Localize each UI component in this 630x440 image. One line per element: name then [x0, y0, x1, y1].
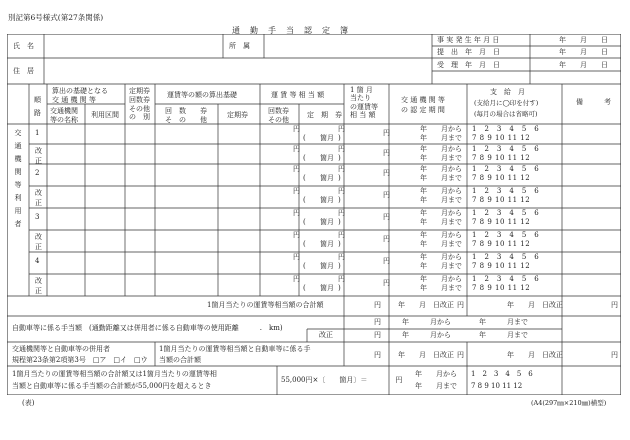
route-3-paren-open-2: (: [303, 240, 306, 248]
route-4-monthly-yen-2: 円: [383, 279, 390, 287]
route-revised-4: 改 正: [35, 277, 42, 295]
route-1-pass-yen-2: 円: [338, 145, 345, 153]
route-2-months-2: 箇月: [320, 196, 334, 204]
route-3-months-row2-1[interactable]: 7 8 9 10 11 12: [472, 218, 531, 226]
route-2-months-row2-2[interactable]: 7 8 9 10 11 12: [472, 196, 531, 204]
route-1-months-row1-2[interactable]: 1 2 3 4 5 6: [472, 145, 540, 153]
route-4-months-row1-2[interactable]: 1 2 3 4 5 6: [472, 275, 540, 283]
route-4-paren-open-2: (: [303, 284, 306, 292]
route-4-months-1: 箇月: [320, 262, 334, 270]
car-period-4[interactable]: 年 月まで: [479, 331, 528, 339]
route-2-paren-open-2: (: [303, 196, 306, 204]
form-sheet: [7, 34, 621, 395]
route-1-period-from-1[interactable]: 年 月から: [420, 125, 462, 133]
route-3-period-from-1[interactable]: 年 月から: [420, 209, 462, 217]
route-4-pass-yen-2: 円: [338, 275, 345, 283]
receipt-date-value[interactable]: 年 月 日: [559, 61, 608, 69]
affiliation-field[interactable]: [265, 35, 431, 57]
route-2-monthly-yen-2: 円: [383, 191, 390, 199]
route-3-period-to-2[interactable]: 年 月まで: [420, 240, 462, 248]
route-3-months-row2-2[interactable]: 7 8 9 10 11 12: [472, 240, 531, 248]
cap-label-1: 1箇月当たりの運賃等相当額の合計額又は1箇月当たりの運賃等相: [12, 370, 217, 378]
footer-right: (A4(297㎜×210㎜)横型): [531, 399, 607, 407]
route-1-fare-yen-2: 円: [293, 145, 300, 153]
route-1-months-row1-1[interactable]: 1 2 3 4 5 6: [472, 125, 540, 133]
event-date-label: 事 実 発 生 年 月 日: [437, 36, 500, 44]
submit-date-value[interactable]: 年 月 日: [559, 48, 608, 56]
col-fare-equivalent: 運 賃 等 相 当 額: [271, 91, 325, 99]
route-1-paren-open-1: (: [303, 134, 306, 142]
route-1-months-row2-2[interactable]: 7 8 9 10 11 12: [472, 154, 531, 162]
route-2-period-from-1[interactable]: 年 月から: [420, 165, 462, 173]
cap-period-from[interactable]: 年 月から: [415, 370, 457, 378]
cap-period-to[interactable]: 年 月まで: [415, 382, 457, 390]
address-label: 住 居: [13, 67, 34, 75]
route-4-period-from-1[interactable]: 年 月から: [420, 253, 462, 261]
car-yen-2: 円: [374, 331, 381, 339]
combined-yen: 円: [374, 351, 381, 359]
route-revised-3: 改 正: [35, 233, 42, 251]
col-approval-date: 交 通 機 関 等 の 認 定 期 間: [401, 96, 445, 114]
car-allowance-label: 自動車等に係る手当額 (通勤距離又は併用者に係る自動車等の使用距離 . km): [12, 324, 283, 332]
route-4-period-to-1[interactable]: 年 月まで: [420, 262, 462, 270]
route-2-fare-yen-1: 円: [293, 165, 300, 173]
col-order: 順 路: [34, 96, 41, 118]
route-1-pass-yen-1: 円: [338, 125, 345, 133]
route-1-period-from-2[interactable]: 年 月から: [420, 145, 462, 153]
col-calc-basis-section: 利用区間: [91, 111, 119, 119]
route-4-paren-open-1: (: [303, 262, 306, 270]
route-2-paren-close-2: ): [338, 196, 341, 204]
car-period-3[interactable]: 年 月から: [402, 331, 451, 339]
col-fare-eq-ticket: 回数券 その他: [268, 107, 289, 125]
col-payment-month-note2: (毎月の場合は省略可): [474, 110, 538, 118]
route-1-paren-close-2: ): [338, 154, 341, 162]
cap-months-row-2[interactable]: 7 8 9 10 11 12: [471, 382, 523, 390]
route-1-monthly-yen-1: 円: [383, 129, 390, 137]
route-4-paren-close-1: ): [338, 262, 341, 270]
route-3-paren-open-1: (: [303, 218, 306, 226]
route-1-period-to-1[interactable]: 年 月まで: [420, 134, 462, 142]
combined-label-1: 交通機関等と自動車等の併用者: [12, 345, 110, 353]
car-period-2[interactable]: 年 月まで: [479, 318, 528, 326]
car-yen-1: 円: [374, 318, 381, 326]
monthly-total-yen: 円: [374, 301, 381, 309]
route-4-months-row2-1[interactable]: 7 8 9 10 11 12: [472, 262, 531, 270]
route-2-paren-close-1: ): [338, 174, 341, 182]
combined-label-2[interactable]: 規程第23条第2項第3号 □ア □イ □ウ: [12, 356, 148, 364]
route-2-fare-yen-2: 円: [293, 187, 300, 195]
route-3-months-2: 箇月: [320, 240, 334, 248]
col-calc-basis: 算出の基礎となる 交 通 機 関 等: [52, 87, 108, 105]
combined-yen-2: 円: [457, 351, 464, 359]
event-date-value[interactable]: 年 月 日: [559, 36, 608, 44]
route-3-months-1: 箇月: [320, 218, 334, 226]
route-number-1: 1: [35, 129, 40, 137]
route-3-fare-yen-1: 円: [293, 209, 300, 217]
route-2-period-from-2[interactable]: 年 月から: [420, 187, 462, 195]
route-1-months-row2-1[interactable]: 7 8 9 10 11 12: [472, 134, 531, 142]
route-4-monthly-yen-1: 円: [383, 257, 390, 265]
col-fare-basis-ticket: 回 数 券 そ の 他: [165, 107, 207, 125]
col-fare-basis: 運賃等の額の算出基礎: [167, 91, 237, 99]
route-3-period-from-2[interactable]: 年 月から: [420, 231, 462, 239]
monthly-total-label: 1箇月当たりの運賃等相当額の合計額: [207, 301, 324, 309]
combined-total-label-1: 1箇月当たりの運賃等相当額と自動車等に係る手: [159, 345, 311, 353]
route-revised-1: 改 正: [35, 147, 42, 165]
route-3-monthly-yen-1: 円: [383, 213, 390, 221]
monthly-total-revision-1[interactable]: 年 月 日改正: [398, 301, 454, 309]
route-2-pass-yen-2: 円: [338, 187, 345, 195]
route-3-pass-yen-2: 円: [338, 231, 345, 239]
route-4-pass-yen-1: 円: [338, 253, 345, 261]
combined-yen-3: 円: [611, 351, 618, 359]
route-2-monthly-yen-1: 円: [383, 169, 390, 177]
form-title: 通 勤 手 当 認 定 簿: [232, 26, 349, 35]
route-1-monthly-yen-2: 円: [383, 149, 390, 157]
route-number-4: 4: [35, 257, 40, 265]
col-calc-basis-name: 交通機関 等の名称: [50, 107, 78, 125]
col-remarks: 備 考: [576, 98, 611, 106]
route-revised-2: 改 正: [35, 189, 42, 207]
route-3-paren-close-2: ): [338, 240, 341, 248]
route-1-months-2: 箇月: [320, 154, 334, 162]
route-4-fare-yen-1: 円: [293, 253, 300, 261]
route-2-months-row1-1[interactable]: 1 2 3 4 5 6: [472, 165, 540, 173]
footer-left: (表): [22, 399, 35, 407]
name-label: 氏 名: [13, 42, 34, 50]
route-2-pass-yen-1: 円: [338, 165, 345, 173]
route-3-pass-yen-1: 円: [338, 209, 345, 217]
route-number-2: 2: [35, 169, 40, 177]
route-number-3: 3: [35, 213, 40, 221]
col-payment-month: 支 給 月: [490, 88, 525, 96]
monthly-total-yen-2: 円: [457, 301, 464, 309]
route-1-months-1: 箇月: [320, 134, 334, 142]
cap-label-2: 当額と自動車等に係る手当額の合計額が55,000円を超えるとき: [12, 382, 212, 390]
route-2-months-row1-2[interactable]: 1 2 3 4 5 6: [472, 187, 540, 195]
combined-revision-2[interactable]: 年 月 日改正: [507, 351, 563, 359]
car-period-1[interactable]: 年 月から: [402, 318, 451, 326]
route-4-months-row1-1[interactable]: 1 2 3 4 5 6: [472, 253, 540, 261]
route-1-paren-close-1: ): [338, 134, 341, 142]
col-monthly-fare: 1 箇 月 当たり の運賃等 相 当 額: [350, 86, 378, 120]
route-3-monthly-yen-2: 円: [383, 235, 390, 243]
monthly-total-yen-3: 円: [611, 301, 618, 309]
route-4-period-from-2[interactable]: 年 月から: [420, 275, 462, 283]
col-fare-basis-pass: 定期券: [227, 111, 248, 119]
combined-revision-1[interactable]: 年 月 日改正: [398, 351, 454, 359]
route-1-period-to-2[interactable]: 年 月まで: [420, 154, 462, 162]
route-4-period-to-2[interactable]: 年 月まで: [420, 284, 462, 292]
cap-months-row-1[interactable]: 1 2 3 4 5 6: [471, 370, 533, 378]
route-3-period-to-1[interactable]: 年 月まで: [420, 218, 462, 226]
route-1-fare-yen-1: 円: [293, 125, 300, 133]
route-2-months-row2-1[interactable]: 7 8 9 10 11 12: [472, 174, 531, 182]
address-field[interactable]: [45, 59, 431, 83]
route-4-paren-close-2: ): [338, 284, 341, 292]
name-field[interactable]: [45, 35, 222, 57]
side-label-users: 交通機関等利用者: [14, 129, 22, 233]
receipt-date-label: 受 理 年 月 日: [437, 61, 500, 69]
col-commuter-pass: 定期券 回数券 その他 の 別: [129, 87, 150, 122]
combined-total-label-2: 当額の合計額: [159, 356, 201, 364]
route-4-months-row2-2[interactable]: 7 8 9 10 11 12: [472, 284, 531, 292]
route-4-months-2: 箇月: [320, 284, 334, 292]
affiliation-label: 所 属: [229, 42, 250, 50]
form-number: 別記第6号様式(第27条関係): [8, 13, 104, 22]
route-2-period-to-1[interactable]: 年 月まで: [420, 174, 462, 182]
route-1-paren-open-2: (: [303, 154, 306, 162]
car-revision-label: 改正: [319, 331, 333, 339]
route-3-months-row1-1[interactable]: 1 2 3 4 5 6: [472, 209, 540, 217]
col-payment-month-note1: (支給月に◯印を付す): [474, 99, 539, 107]
route-3-fare-yen-2: 円: [293, 231, 300, 239]
monthly-total-revision-2[interactable]: 年 月 日改正: [507, 301, 563, 309]
route-3-months-row1-2[interactable]: 1 2 3 4 5 6: [472, 231, 540, 239]
route-2-months-1: 箇月: [320, 174, 334, 182]
route-2-paren-open-1: (: [303, 174, 306, 182]
submit-date-label: 提 出 年 月 日: [437, 48, 500, 56]
route-4-fare-yen-2: 円: [293, 275, 300, 283]
route-3-paren-close-1: ): [338, 218, 341, 226]
cap-formula[interactable]: 55,000円×〔 箇月〕＝ 円: [281, 376, 403, 384]
col-fare-eq-pass: 定 期 券: [307, 111, 342, 119]
route-2-period-to-2[interactable]: 年 月まで: [420, 196, 462, 204]
